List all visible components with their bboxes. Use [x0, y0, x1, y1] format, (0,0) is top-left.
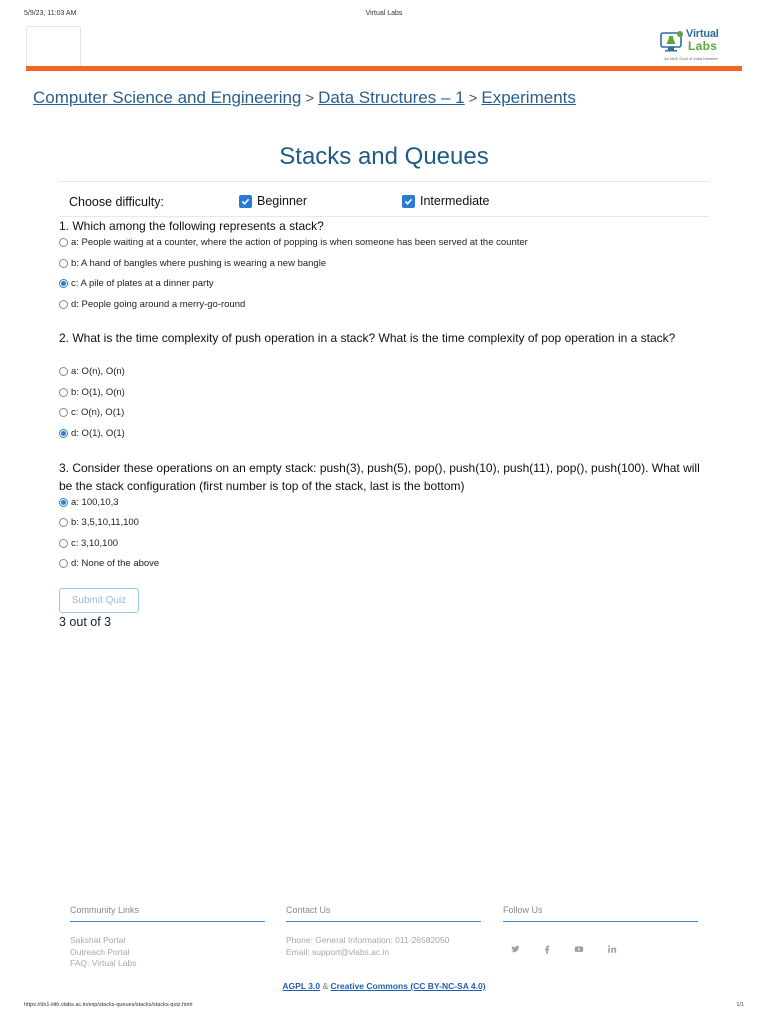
license-line [0, 981, 768, 991]
checkbox-checked-icon[interactable] [402, 195, 415, 208]
question-1-option-b[interactable] [59, 258, 326, 269]
difficulty-intermediate-checkbox[interactable] [402, 194, 489, 208]
footer-heading: Community Links [70, 905, 265, 922]
option-label: b: A hand of bangles where pushing is wearing a new bangle [71, 258, 327, 269]
print-title: Virtual Labs [365, 10, 403, 17]
option-label: c: A pile of plates at a dinner party [71, 278, 214, 289]
option-label: d: None of the above [71, 558, 160, 569]
option-label: a: O(n), O(n) [71, 366, 125, 377]
breadcrumb-separator: > [305, 90, 315, 107]
checkbox-checked-icon[interactable] [239, 195, 252, 208]
question-2-option-b[interactable] [59, 387, 125, 398]
option-label: d: People going around a merry-go-round [71, 299, 246, 310]
radio-button[interactable] [59, 559, 68, 568]
radio-button-selected[interactable] [59, 498, 68, 507]
radio-button-selected[interactable] [59, 429, 68, 438]
print-datetime: 5/9/23, 11:03 AM [24, 10, 77, 17]
question-3-text: 3. Consider these operations on an empty stack: push(3), push(5), pop(), push(10), push(11), pop(), push(100). What will be the stack configuration (first number is top of the stack, last is the bottom) [59, 461, 700, 493]
option-label: b: 3,5,10,11,100 [71, 517, 139, 528]
question-2-option-a[interactable] [59, 366, 125, 377]
page-title: Stacks and Queues [279, 143, 489, 170]
difficulty-beginner-checkbox[interactable] [239, 194, 307, 208]
logo-word-virtual: Virtual [686, 28, 719, 40]
youtube-icon[interactable] [572, 942, 586, 956]
agpl-license-link[interactable]: AGPL 3.0 [282, 981, 321, 991]
question-3-option-d[interactable] [59, 558, 159, 569]
footer-contact-email[interactable]: Email: support@vlabs.ac.in [286, 946, 390, 957]
difficulty-intermediate-label: Intermediate [420, 194, 490, 208]
question-1-option-a[interactable] [59, 237, 528, 248]
radio-button[interactable] [59, 300, 68, 309]
radio-button[interactable] [59, 238, 68, 247]
footer-link-sakshat[interactable]: Sakshat Portal [70, 935, 126, 945]
difficulty-label: Choose difficulty: [69, 195, 164, 209]
difficulty-beginner-label: Beginner [257, 194, 308, 208]
logo-tagline: An MoE Govt of India Initiative [664, 56, 718, 61]
breadcrumb-separator: > [468, 90, 478, 107]
footer-contact-phone: Phone: General Information: 011-26582050 [286, 935, 450, 945]
footer-heading: Contact Us [286, 905, 481, 922]
question-1-option-d[interactable] [59, 299, 245, 310]
question-3-option-c[interactable] [59, 538, 118, 549]
license-ampersand: & [322, 981, 329, 991]
footer-link-outreach[interactable]: Outreach Portal [70, 946, 130, 957]
option-label: a: People waiting at a counter, where the action of popping is when someone has been served at the counter [71, 237, 528, 248]
option-label: a: 100,10,3 [71, 497, 119, 508]
institute-logo[interactable] [26, 26, 81, 67]
print-page-number: 1/1 [736, 1002, 744, 1008]
question-1-text: 1. Which among the following represents a stack? [59, 219, 324, 233]
radio-button[interactable] [59, 408, 68, 417]
option-label: c: 3,10,100 [71, 538, 119, 549]
question-1-option-c[interactable] [59, 278, 214, 289]
radio-button[interactable] [59, 518, 68, 527]
divider [59, 181, 709, 182]
breadcrumb-link-experiments[interactable]: Experiments [481, 88, 576, 107]
header-accent-bar [26, 66, 742, 71]
footer-heading: Follow Us [503, 905, 698, 922]
question-2-option-c[interactable] [59, 407, 124, 418]
radio-button-selected[interactable] [59, 279, 68, 288]
radio-button[interactable] [59, 388, 68, 397]
option-label: d: O(1), O(1) [71, 428, 125, 439]
question-2-text: 2. What is the time complexity of push operation in a stack? What is the time complexity of pop operation in a stack? [59, 331, 676, 345]
question-2-option-d[interactable] [59, 428, 125, 439]
virtual-labs-logo-icon [660, 29, 686, 53]
breadcrumb-link-cse[interactable]: Computer Science and Engineering [33, 88, 302, 107]
option-label: c: O(n), O(1) [71, 407, 125, 418]
footer-contact [286, 905, 481, 957]
breadcrumb [33, 88, 576, 108]
submit-quiz-button[interactable]: Submit Quiz [59, 588, 139, 613]
option-label: b: O(1), O(n) [71, 387, 125, 398]
radio-button[interactable] [59, 367, 68, 376]
radio-button[interactable] [59, 539, 68, 548]
footer-community-links [70, 905, 265, 968]
breadcrumb-link-data-structures[interactable]: Data Structures – 1 [318, 88, 465, 107]
question-3-option-b[interactable] [59, 517, 139, 528]
print-url: https://ds1-iiith.vlabs.ac.in/exp/stacks-queues/stacks/stacks-quiz.html [24, 1002, 193, 1008]
facebook-icon[interactable] [540, 942, 554, 956]
virtual-labs-logo[interactable] [660, 27, 722, 65]
twitter-icon[interactable] [508, 942, 522, 956]
footer-follow [503, 905, 698, 922]
creative-commons-license-link[interactable]: Creative Commons (CC BY-NC-SA 4.0) [330, 981, 486, 991]
question-3-option-a[interactable] [59, 497, 119, 508]
footer-link-faq[interactable]: FAQ: Virtual Labs [70, 958, 137, 968]
logo-word-labs: Labs [688, 39, 718, 53]
linkedin-icon[interactable] [605, 942, 619, 956]
radio-button[interactable] [59, 259, 68, 268]
quiz-score: 3 out of 3 [59, 615, 112, 629]
